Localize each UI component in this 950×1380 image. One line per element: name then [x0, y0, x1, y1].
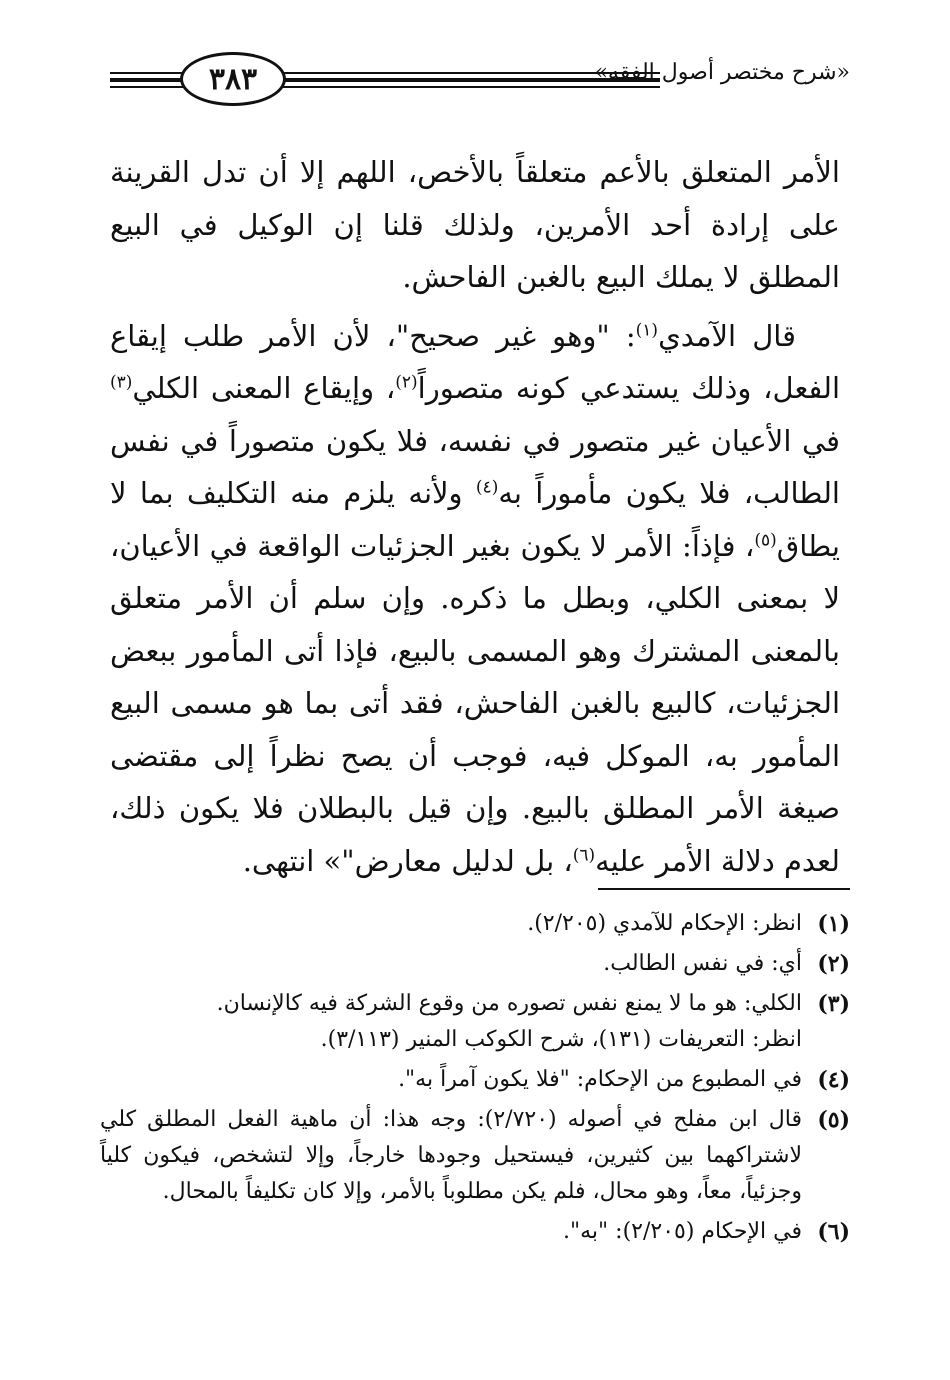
footnote-marker: (٣) — [110, 372, 133, 393]
footnote — [100, 946, 850, 982]
footnote-number: (٦) — [817, 1219, 850, 1245]
text-run: ، بل لدليل معارض"» انتهى. — [242, 843, 573, 878]
footnote — [100, 986, 850, 1058]
footnote-number: (٤) — [817, 1067, 850, 1093]
running-title: «شرح مختصر أصول الفقه» — [594, 60, 850, 85]
footnote-marker: (٤) — [475, 477, 499, 498]
footnote — [100, 1102, 850, 1210]
text-run: قال الآمدي — [658, 318, 796, 353]
text-run: ، وإيقاع المعنى الكلي — [132, 371, 396, 405]
text-run: : "وهو غير صحيح"، لأن الأمر طلب إيقاع الفعل، وذلك يستدعي كونه متصوراً — [110, 318, 840, 405]
text-run: ولأنه يلزم منه التكليف بما لا يطاق — [110, 476, 840, 563]
footnote-divider — [598, 888, 850, 890]
text-run: ، فإذاً: الأمر لا يكون بغير الجزئيات الواقعة في الأعيان، لا بمعنى الكلي، وبطل ما ذكره. وإن سلم أن الأمر متعلق بالمعنى المشترك وهو المسمى بالبيع، فإذا أتى المأمور ببعض الجزئيات، كالبيع بالغبن الفاحش، فقد أتى بما هو مسمى البيع المأمور به، الموكل فيه، فوجب أن يصح نظراً إلى مقتضى صيغة الأمر المطلق بالبيع. وإن قيل بالبطلان فلا يكون ذلك، لعدم دلالة الأمر عليه — [110, 528, 840, 878]
footnote — [100, 1214, 850, 1250]
footnote — [100, 1062, 850, 1098]
footnote-text — [100, 946, 802, 982]
footnote-line: الكلي: هو ما لا يمنع نفس تصوره من وقوع الشركة فيه كالإنسان. — [216, 991, 802, 1016]
text-run: في الأعيان غير متصور في نفسه، فلا يكون متصوراً في نفس الطالب، فلا يكون مأموراً به — [110, 423, 840, 510]
footnote-text — [100, 1062, 802, 1098]
footnote-text — [100, 986, 802, 1058]
footnote-line: في الإحكام (٢/٢٠٥): "به". — [563, 1219, 802, 1244]
footnote-marker: (١) — [635, 319, 659, 340]
footnote-marker: (٥) — [754, 529, 777, 550]
footnote-line: انظر: الإحكام للآمدي (٢/٢٠٥). — [527, 911, 802, 936]
page-number: ٣٨٣ — [180, 52, 286, 106]
footnote-number: (٣) — [817, 991, 850, 1017]
footnote-number: (٢) — [817, 951, 850, 977]
footnote-marker: (٦) — [572, 844, 596, 865]
footnotes — [100, 906, 850, 1254]
footnote-text — [100, 1102, 802, 1210]
footnote-marker: (٢) — [395, 372, 418, 393]
footnote-line: انظر: التعريفات (١٣١)، شرح الكوكب المنير (٣/١١٣). — [320, 1027, 802, 1052]
footnote-text — [100, 906, 802, 942]
paragraph: الأمر المتعلق بالأعم متعلقاً بالأخص، اللهم إلا أن تدل القرينة على إرادة أحد الأمرين، ولذلك قلنا إن الوكيل في البيع المطلق لا يملك البيع بالغبن الفاحش. — [110, 155, 840, 294]
main-text — [110, 146, 840, 887]
page-header — [100, 48, 850, 108]
footnote-line: قال ابن مفلح في أصوله (٢/٧٢٠): وجه هذا: أن ماهية الفعل المطلق كلي لاشتراكهما بين كثيرين، فيستحيل وجودها خارجاً، وإلا لتشخص، فيكون كلياً وجزئياً، معاً، وهو محال، فلم يكن مطلوباً بالأمر، وإلا كان تكليفاً بالمحال. — [100, 1107, 802, 1204]
footnote-line: أي: في نفس الطالب. — [603, 951, 802, 976]
paragraph — [110, 310, 840, 888]
footnote-line: في المطبوع من الإحكام: "فلا يكون آمراً به". — [398, 1067, 802, 1092]
footnote-number: (٥) — [817, 1107, 850, 1133]
footnote-number: (١) — [817, 911, 850, 937]
footnote-text — [100, 1214, 802, 1250]
footnote — [100, 906, 850, 942]
